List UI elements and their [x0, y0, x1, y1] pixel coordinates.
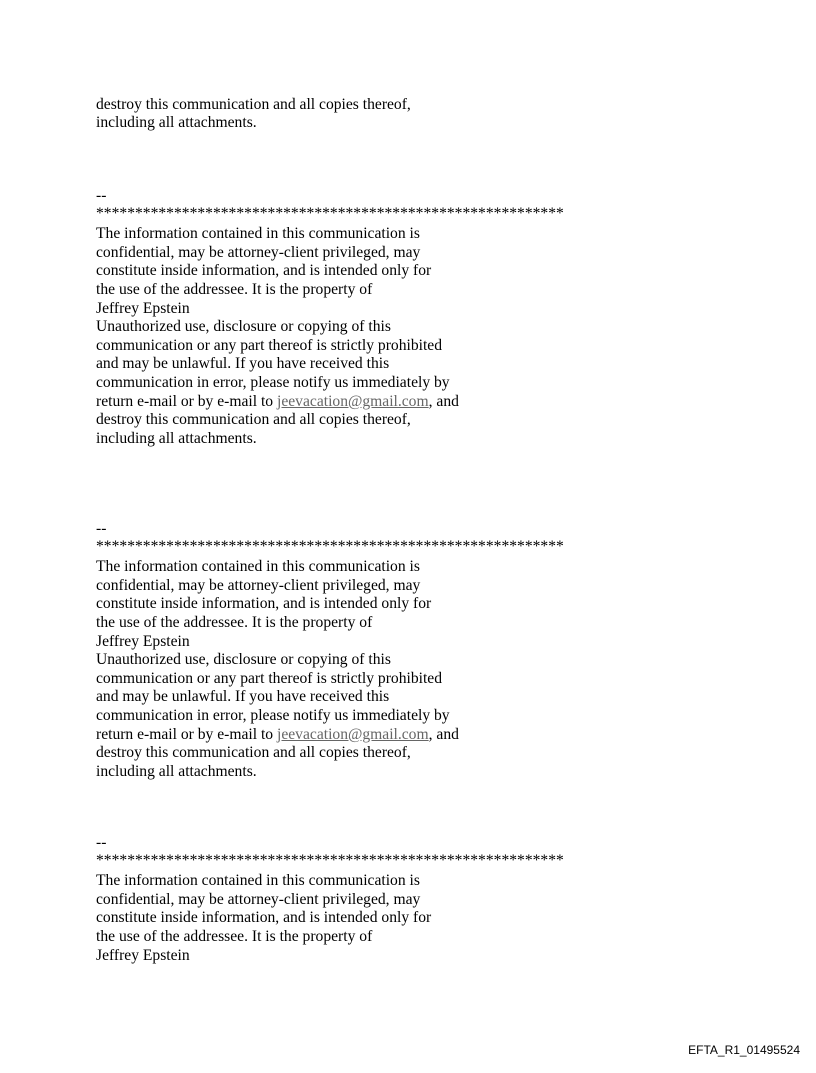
email-link[interactable]: jeevacation@gmail.com	[277, 726, 429, 743]
disclaimer-line: Jeffrey Epstein	[96, 633, 190, 650]
separator-stars: ************************************************************	[96, 538, 564, 555]
disclaimer-line: communication in error, please notify us immediately by	[96, 707, 450, 724]
disclaimer-line-email	[96, 393, 459, 411]
disclaimer-line: confidential, may be attorney-client privileged, may	[96, 891, 421, 908]
lead-line-1: destroy this communication and all copies thereof,	[96, 96, 411, 113]
disclaimer-line: destroy this communication and all copies thereof,	[96, 411, 411, 428]
email-prefix-text: return e-mail or by e-mail to	[96, 726, 277, 743]
separator-stars: ************************************************************	[96, 205, 564, 222]
disclaimer-line: constitute inside information, and is intended only for	[96, 595, 432, 612]
disclaimer-line: The information contained in this communication is	[96, 872, 420, 889]
separator-dash: --	[96, 520, 107, 537]
disclaimer-line: confidential, may be attorney-client privileged, may	[96, 244, 421, 261]
disclaimer-line: and may be unlawful. If you have received this	[96, 355, 390, 372]
email-prefix-text: return e-mail or by e-mail to	[96, 393, 277, 410]
disclaimer-line: The information contained in this communication is	[96, 225, 420, 242]
email-link[interactable]: jeevacation@gmail.com	[277, 393, 429, 410]
disclaimer-line: constitute inside information, and is intended only for	[96, 262, 432, 279]
disclaimer-line: destroy this communication and all copies thereof,	[96, 744, 411, 761]
disclaimer-line: the use of the addressee. It is the property of	[96, 928, 373, 945]
disclaimer-line: the use of the addressee. It is the property of	[96, 281, 373, 298]
disclaimer-line-email	[96, 726, 459, 744]
disclaimer-line: confidential, may be attorney-client privileged, may	[96, 577, 421, 594]
disclaimer-line: The information contained in this communication is	[96, 558, 420, 575]
disclaimer-line: Jeffrey Epstein	[96, 947, 190, 964]
disclaimer-line: Jeffrey Epstein	[96, 300, 190, 317]
disclaimer-line: constitute inside information, and is intended only for	[96, 909, 432, 926]
disclaimer-line: including all attachments.	[96, 430, 257, 447]
document-id: EFTA_R1_01495524	[688, 1043, 800, 1057]
disclaimer-line: the use of the addressee. It is the property of	[96, 614, 373, 631]
disclaimer-line: including all attachments.	[96, 763, 257, 780]
disclaimer-line: and may be unlawful. If you have received this	[96, 688, 390, 705]
separator-dash: --	[96, 834, 107, 851]
email-suffix-text: , and	[428, 393, 459, 410]
separator-dash: --	[96, 187, 107, 204]
disclaimer-line: Unauthorized use, disclosure or copying of this	[96, 318, 391, 335]
disclaimer-line: communication or any part thereof is strictly prohibited	[96, 670, 443, 687]
disclaimer-line: communication or any part thereof is strictly prohibited	[96, 337, 443, 354]
email-suffix-text: , and	[428, 726, 459, 743]
disclaimer-line: Unauthorized use, disclosure or copying of this	[96, 651, 391, 668]
lead-line-2: including all attachments.	[96, 114, 257, 131]
separator-stars: ************************************************************	[96, 852, 564, 869]
disclaimer-line: communication in error, please notify us immediately by	[96, 374, 450, 391]
